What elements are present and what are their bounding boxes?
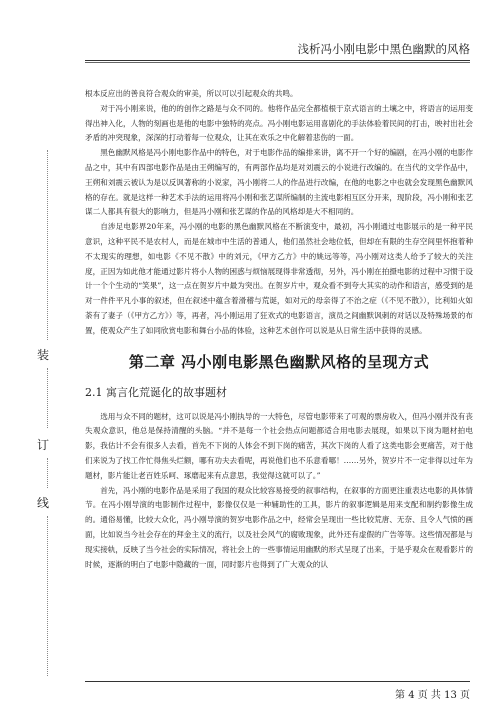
paragraph: 对于冯小刚来说，他的的创作之路是与众不同的。他将作品完全都植根于京式语言的土壤之中，将语言的运用变得出神入化，人物的刻画也是他的电影中独特的亮点。冯小刚电影运用喜剧化的手法体验着民间的打击，映衬出社会矛盾的冲突现象，深深的打动着每一位观众，让其在欢乐之中化解着悲伤的一面。 bbox=[85, 103, 473, 143]
paragraph: 首先，冯小刚的电影作品是采用了我国的观众比较容易接受的叙事结构，在叙事的方面更注重表达电影的具体情节。在冯小刚导演的电影制作过程中，影像仅仅是一种辅助性的工具，影片的叙事逻辑是用来支配和制约影像生成的。通俗易懂，比较大众化，冯小刚导演的贺岁电影作品之中，经常会呈现出一些比较荒唐、无奈、且令人气愤的画面，比如说当今社会存在的拜金主义的流行，以及社会风气的腐败现象，此外还有虚假的广告等等。这些情况都是与现实接轨，反映了当今社会的实际情况，将社会上的一些事情运用幽默的形式呈现了出来，于是乎观众在观看影片的时候，逐渐的明白了电影中隐藏的一面，同时影片也得到了广大观众的认 bbox=[85, 485, 473, 569]
paragraph: 选用与众不同的题材，这可以说是冯小刚执导的一大特色，尽管电影带来了可观的票房收入，但冯小刚并没有丧失观众意识，他总是保持清醒的头脑。“并不是每一个社会热点问题都适合用电影去展现，如果以下岗为题材拍电影，我估计不会有很多人去看，首先不下岗的人体会不到下岗的痛苦，其次下岗的人看了这类电影会更痛苦，对于他们来说为了找工作忙得焦头烂额，哪有功夫去看呢，再说他们也不乐意看哪！……另外，贺岁片不一定非得以过年为题材，影片能让老百姓乐呵、琢磨起来有点意思，我觉得这就可以了。” bbox=[85, 411, 473, 480]
binding-char-zhuang: 装 bbox=[37, 348, 50, 362]
binding-dotted-line bbox=[47, 516, 48, 676]
paragraph: 自涉足电影界20年来，冯小刚的电影的黑色幽默风格在不断演变中，最初，冯小刚通过电影展示的是一种平民意识，这种平民不是农村人，而是在城市中生活的普通人，他们虽然社会地位低，但却在有限的生存空间里怀抱着种不太现实的理想，如电影《不见不散》中的刘元，《甲方乙方》中的姚远等等，冯小刚对这类人给予了较大的关注度，正因为如此他才能通过影片将小人物的困惑与烦恼展现得非常透彻，另外，冯小刚在拍摄电影的过程中习惯于设计一个个生动的“笑果”，这一点在贺岁片中最为突出。在贺岁片中，观众看不到夸大其实的动作和语言，感受到的是对一件件平凡小事的叙述，但在叙述中蕴含着滑稽与荒诞，如对元的母亲得了不治之症（《不见不散》），比利如火如荼有了妻子（《甲方乙方》）等，再者，冯小刚运用了狂欢式的电影语言，演员之间幽默讽刺的对话以及特殊场景的布置，使观众产生了如同欣赏电影和舞台小品的体验，这种艺术创作可以说是从日常生活中获得的灵感。 bbox=[85, 222, 473, 335]
page-body bbox=[85, 87, 473, 572]
binding-dotted-line bbox=[47, 368, 48, 428]
chapter-title: 第二章 冯小刚电影黑色幽默风格的呈现方式 bbox=[128, 352, 430, 371]
page-number: 第 4 页 共 13 页 bbox=[395, 690, 470, 701]
paragraph: 黑色幽默风格是冯小刚电影作品中的特色，对于电影作品的编排来讲，离不开一个好的编剧，在冯小刚的电影作品之中，其中有四部电影作品是由王朔编写的，有两部作品均是对刘震云的小说进行改编的。在当代的文学作品中，王朔和刘震云被认为是以反讽著称的小说家，冯小刚将二人的作品进行改编，在他的电影之中也就会发现黑色幽默风格的存在。就是这样一种艺术手法的运用将冯小刚和张艺谋所编制的主流电影相互区分开来，现阶段，冯小刚和张艺谋二人都具有很大的影响力，但是冯小刚和张艺谋的作品的风格却是大不相同的。 bbox=[85, 148, 473, 217]
footer-rule bbox=[85, 681, 470, 682]
binding-dotted-line bbox=[47, 150, 48, 340]
header-title: 浅析冯小刚电影中黑色幽默的风格 bbox=[297, 42, 470, 56]
header-rule bbox=[85, 60, 470, 61]
binding-dotted-line bbox=[47, 458, 48, 488]
binding-char-xian: 线 bbox=[37, 496, 50, 510]
binding-char-ding: 订 bbox=[37, 438, 50, 452]
header-rule-thin bbox=[85, 62, 470, 63]
section-title: 2.1 寓言化荒诞化的故事题材 bbox=[85, 385, 227, 399]
paragraph: 根本反应出的善良符合观众的审美，所以可以引起观众的共鸣。 bbox=[85, 89, 298, 98]
